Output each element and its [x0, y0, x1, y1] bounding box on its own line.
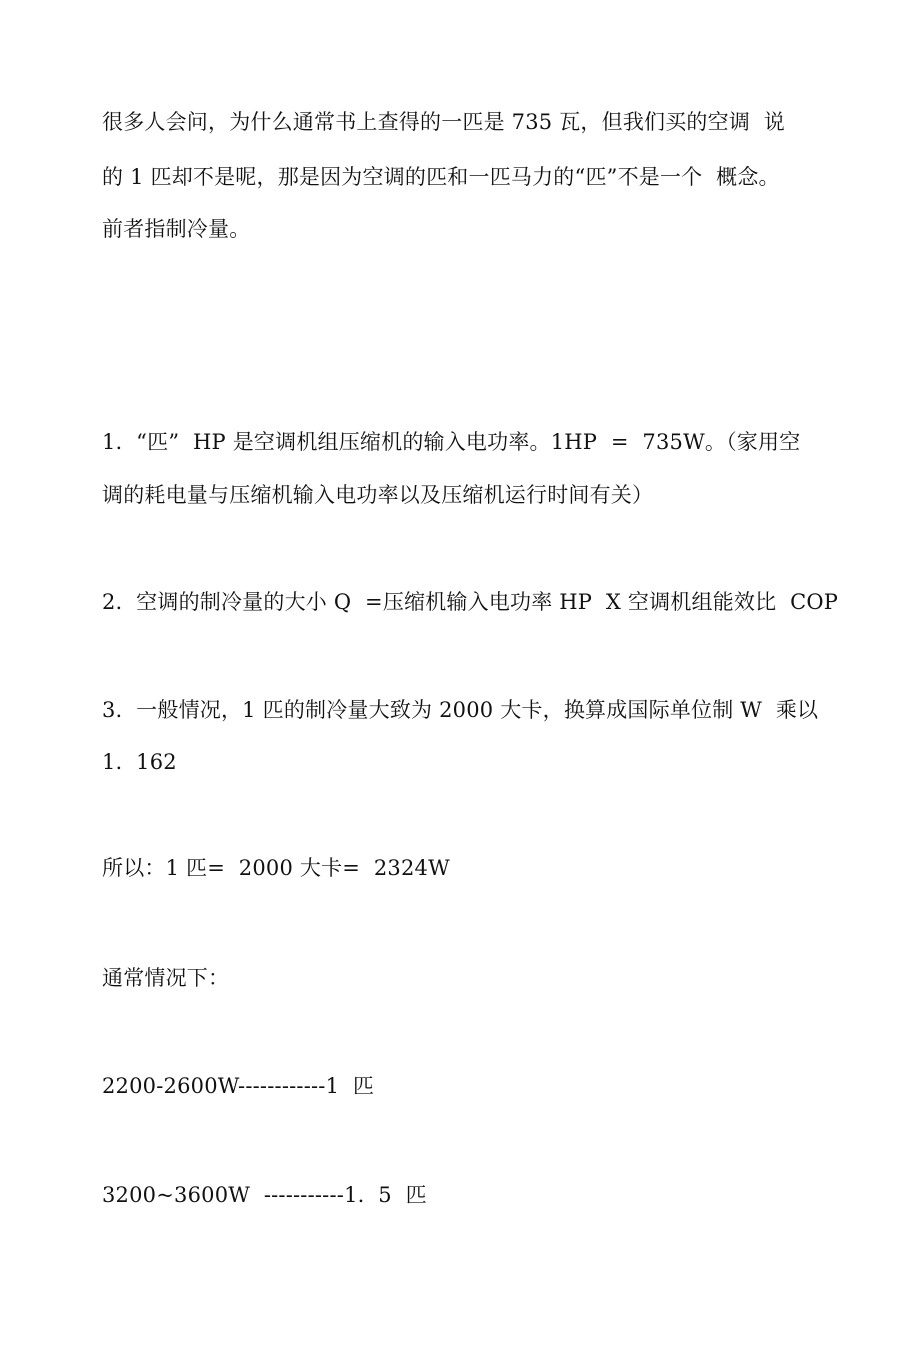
intro-line-3: 前者指制冷量。	[102, 217, 251, 241]
item-1-line-1: 1. “匹” HP 是空调机组压缩机的输入电功率。1HP = 735W。（家用空	[102, 430, 801, 454]
range-line-1: 2200-2600W------------1 匹	[102, 1074, 375, 1098]
item-1-line-2: 调的耗电量与压缩机输入电功率以及压缩机运行时间有关）	[102, 483, 654, 507]
range-line-2: 3200~3600W -----------1. 5 匹	[102, 1183, 427, 1207]
result-line: 所以：1 匹= 2000 大卡= 2324W	[102, 856, 450, 880]
usually-line: 通常情况下：	[102, 966, 230, 990]
item-2: 2. 空调的制冷量的大小 Q =压缩机输入电功率 HP X 空调机组能效比 COP	[102, 590, 839, 614]
item-3-line-2: 1. 162	[102, 750, 177, 774]
item-3-line-1: 3. 一般情况，1 匹的制冷量大致为 2000 大卡，换算成国际单位制 W 乘以	[102, 698, 819, 722]
intro-line-2: 的 1 匹却不是呢，那是因为空调的匹和一匹马力的“匹”不是一个 概念。	[102, 165, 780, 189]
intro-line-1: 很多人会问，为什么通常书上查得的一匹是 735 瓦，但我们买的空调 说	[102, 110, 785, 134]
